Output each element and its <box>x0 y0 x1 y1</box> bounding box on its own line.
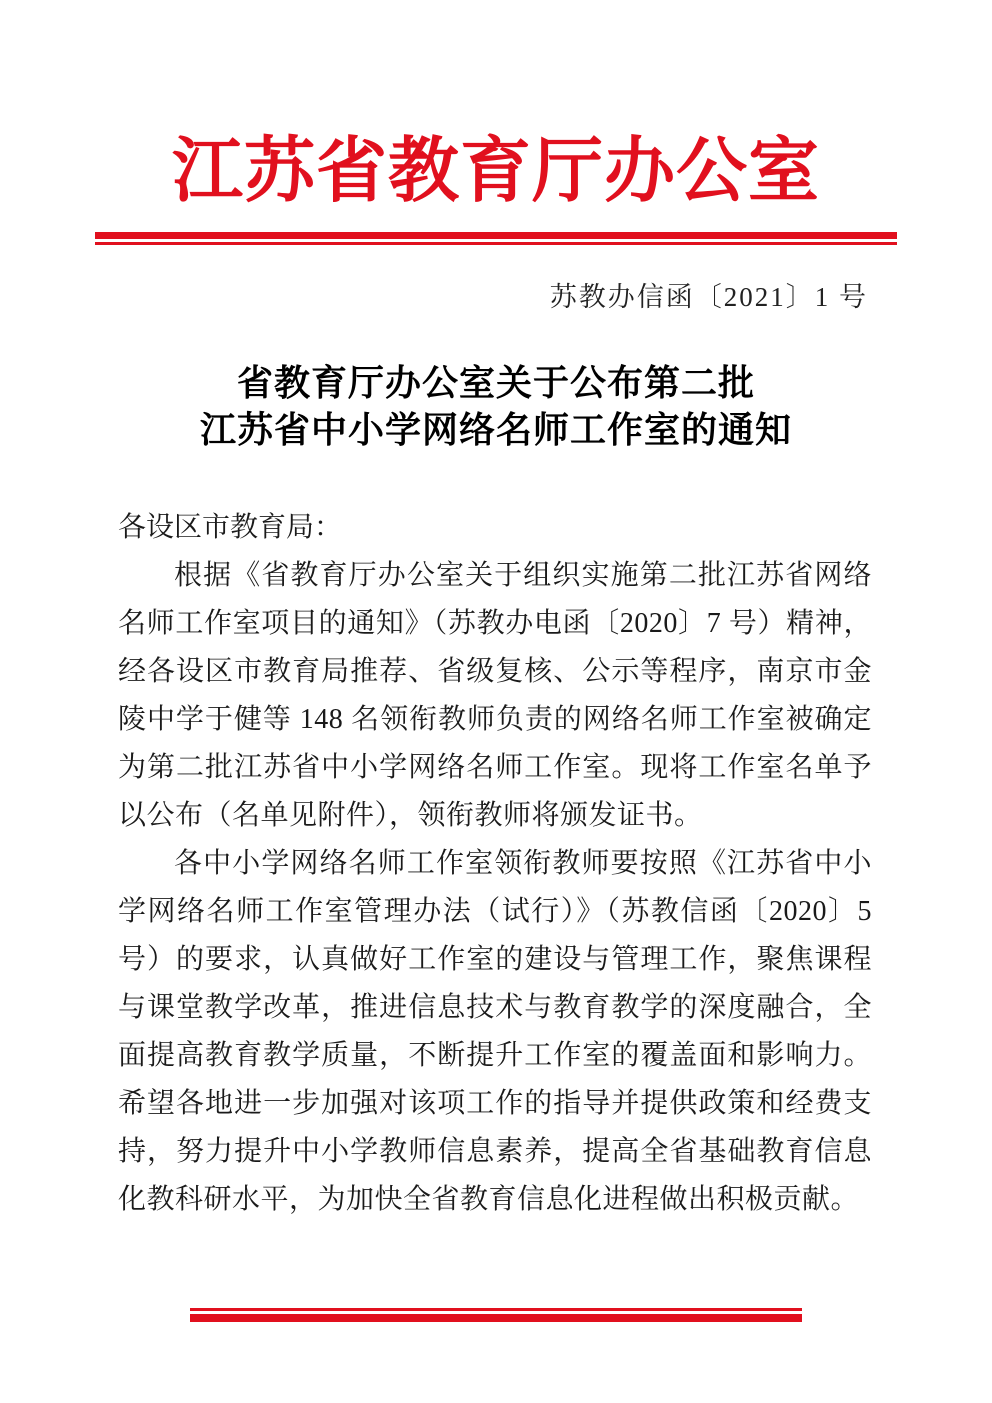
notice-title-line-1: 省教育厅办公室关于公布第二批 <box>236 363 755 404</box>
document-number: 苏教办信函〔2021〕1 号 <box>549 282 868 313</box>
footer-double-rule <box>190 1308 802 1322</box>
header-double-rule <box>95 232 897 245</box>
letterhead-title: 江苏省教育厅办公室 <box>171 133 820 211</box>
footer-rule-thick-line <box>190 1314 802 1322</box>
header-rule-thin-line <box>95 242 897 245</box>
header-rule-thick-line <box>95 232 897 239</box>
footer-rule-thin-line <box>190 1308 802 1311</box>
salutation: 各设区市教育局： <box>118 512 343 544</box>
notice-title <box>0 360 992 454</box>
body-paragraph-1: 根据《省教育厅办公室关于组织实施第二批江苏省网络名师工作室项目的通知》（苏教办电函〔2020〕7 号）精神，经各设区市教育局推荐、省级复核、公示等程序，南京市金陵中学于健等 148 名领衔教师负责的网络名师工作室被确定为第二批江苏省中小学网络名师工作室。现将工作室名单予以公布（名单见附件），领衔教师将颁发证书。 <box>118 560 872 832</box>
notice-title-line-2: 江苏省中小学网络名师工作室的通知 <box>199 410 792 451</box>
body-paragraph-2: 各中小学网络名师工作室领衔教师要按照《江苏省中小学网络名师工作室管理办法（试行）》（苏教信函〔2020〕5 号）的要求，认真做好工作室的建设与管理工作，聚焦课程与课堂教学改革，推进信息技术与教育教学的深度融合，全面提高教育教学质量，不断提升工作室的覆盖面和影响力。希望各地进一步加强对该项工作的指导并提供政策和经费支持，努力提升中小学教师信息素养，提高全省基础教育信息化教科研水平，为加快全省教育信息化进程做出积极贡献。 <box>118 848 872 1216</box>
